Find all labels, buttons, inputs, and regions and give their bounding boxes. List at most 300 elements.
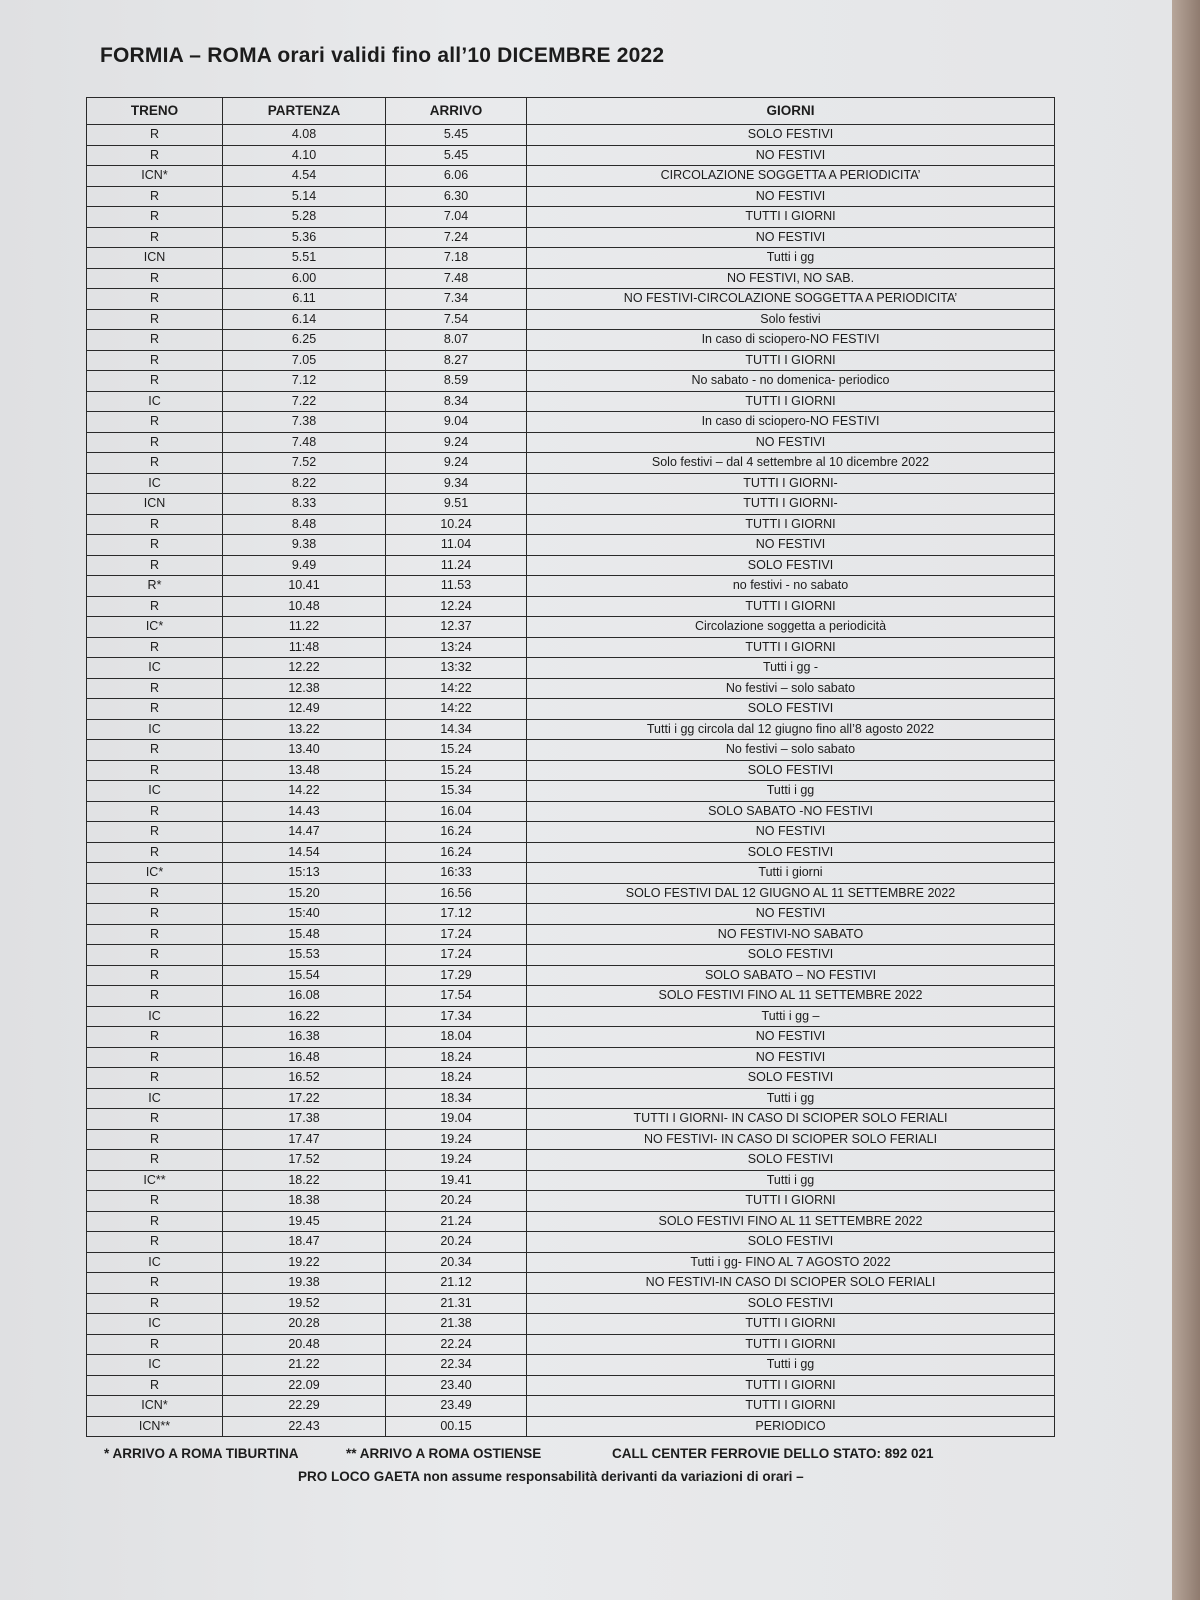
- cell-partenza: 8.22: [223, 473, 386, 494]
- cell-arrivo: 21.24: [386, 1211, 527, 1232]
- cell-arrivo: 16:33: [386, 863, 527, 884]
- cell-treno: R: [87, 432, 223, 453]
- cell-giorni: TUTTI I GIORNI-: [527, 473, 1055, 494]
- cell-partenza: 5.51: [223, 248, 386, 269]
- cell-partenza: 19.22: [223, 1252, 386, 1273]
- cell-arrivo: 23.40: [386, 1375, 527, 1396]
- cell-giorni: NO FESTIVI: [527, 186, 1055, 207]
- cell-arrivo: 20.34: [386, 1252, 527, 1273]
- cell-arrivo: 9.24: [386, 453, 527, 474]
- cell-giorni: SOLO FESTIVI: [527, 842, 1055, 863]
- table-row: [87, 699, 1055, 720]
- footer-notes: [104, 1446, 934, 1461]
- table-row: [87, 658, 1055, 679]
- cell-giorni: Circolazione soggetta a periodicità: [527, 617, 1055, 638]
- cell-partenza: 15.20: [223, 883, 386, 904]
- cell-giorni: NO FESTIVI-NO SABATO: [527, 924, 1055, 945]
- cell-treno: IC*: [87, 617, 223, 638]
- cell-partenza: 14.47: [223, 822, 386, 843]
- cell-giorni: SOLO FESTIVI: [527, 1293, 1055, 1314]
- table-row: [87, 1006, 1055, 1027]
- cell-treno: R: [87, 945, 223, 966]
- table-row: [87, 166, 1055, 187]
- cell-partenza: 16.38: [223, 1027, 386, 1048]
- cell-giorni: SOLO FESTIVI: [527, 699, 1055, 720]
- cell-partenza: 18.47: [223, 1232, 386, 1253]
- cell-arrivo: 20.24: [386, 1191, 527, 1212]
- cell-partenza: 16.08: [223, 986, 386, 1007]
- cell-giorni: No sabato - no domenica- periodico: [527, 371, 1055, 392]
- cell-arrivo: 17.24: [386, 924, 527, 945]
- cell-treno: R: [87, 412, 223, 433]
- cell-giorni: SOLO FESTIVI: [527, 1232, 1055, 1253]
- cell-arrivo: 8.59: [386, 371, 527, 392]
- cell-giorni: Tutti i gg: [527, 1170, 1055, 1191]
- cell-arrivo: 00.15: [386, 1416, 527, 1437]
- cell-arrivo: 9.24: [386, 432, 527, 453]
- table-row: [87, 617, 1055, 638]
- table-row: [87, 1129, 1055, 1150]
- cell-treno: IC: [87, 1314, 223, 1335]
- cell-treno: R: [87, 596, 223, 617]
- cell-partenza: 6.25: [223, 330, 386, 351]
- table-row: [87, 576, 1055, 597]
- cell-giorni: NO FESTIVI: [527, 227, 1055, 248]
- cell-treno: R: [87, 740, 223, 761]
- cell-partenza: 9.49: [223, 555, 386, 576]
- table-row: [87, 945, 1055, 966]
- cell-treno: R: [87, 514, 223, 535]
- cell-treno: R: [87, 1027, 223, 1048]
- cell-arrivo: 17.12: [386, 904, 527, 925]
- cell-treno: ICN: [87, 494, 223, 515]
- cell-partenza: 16.52: [223, 1068, 386, 1089]
- cell-treno: R: [87, 1068, 223, 1089]
- cell-treno: R: [87, 1293, 223, 1314]
- cell-treno: R: [87, 1211, 223, 1232]
- table-row: [87, 1273, 1055, 1294]
- cell-partenza: 16.48: [223, 1047, 386, 1068]
- cell-partenza: 21.22: [223, 1355, 386, 1376]
- table-row: [87, 1150, 1055, 1171]
- cell-partenza: 7.52: [223, 453, 386, 474]
- cell-treno: R: [87, 371, 223, 392]
- cell-giorni: NO FESTIVI: [527, 1047, 1055, 1068]
- table-row: [87, 842, 1055, 863]
- cell-treno: R: [87, 535, 223, 556]
- cell-giorni: PERIODICO: [527, 1416, 1055, 1437]
- cell-arrivo: 19.41: [386, 1170, 527, 1191]
- cell-partenza: 11:48: [223, 637, 386, 658]
- cell-giorni: SOLO SABATO -NO FESTIVI: [527, 801, 1055, 822]
- cell-giorni: Solo festivi – dal 4 settembre al 10 dicembre 2022: [527, 453, 1055, 474]
- table-row: [87, 781, 1055, 802]
- cell-partenza: 6.14: [223, 309, 386, 330]
- cell-giorni: NO FESTIVI: [527, 822, 1055, 843]
- cell-arrivo: 18.04: [386, 1027, 527, 1048]
- cell-giorni: TUTTI I GIORNI-: [527, 494, 1055, 515]
- cell-giorni: In caso di sciopero-NO FESTIVI: [527, 330, 1055, 351]
- cell-arrivo: 13:24: [386, 637, 527, 658]
- table-row: [87, 822, 1055, 843]
- table-row: [87, 494, 1055, 515]
- cell-partenza: 10.48: [223, 596, 386, 617]
- cell-partenza: 15:40: [223, 904, 386, 925]
- cell-treno: IC**: [87, 1170, 223, 1191]
- cell-arrivo: 15.24: [386, 740, 527, 761]
- table-row: [87, 248, 1055, 269]
- cell-treno: R: [87, 842, 223, 863]
- cell-partenza: 5.14: [223, 186, 386, 207]
- cell-giorni: Solo festivi: [527, 309, 1055, 330]
- cell-treno: R: [87, 1047, 223, 1068]
- cell-giorni: SOLO FESTIVI: [527, 1068, 1055, 1089]
- table-row: [87, 1191, 1055, 1212]
- cell-arrivo: 11.24: [386, 555, 527, 576]
- cell-treno: R: [87, 965, 223, 986]
- cell-arrivo: 16.24: [386, 822, 527, 843]
- cell-arrivo: 6.06: [386, 166, 527, 187]
- cell-treno: R: [87, 986, 223, 1007]
- table-row: [87, 186, 1055, 207]
- table-row: [87, 1232, 1055, 1253]
- disclaimer: PRO LOCO GAETA non assume responsabilità derivanti da variazioni di orari –: [298, 1469, 804, 1484]
- cell-treno: R: [87, 145, 223, 166]
- cell-partenza: 15:13: [223, 863, 386, 884]
- cell-partenza: 22.43: [223, 1416, 386, 1437]
- cell-arrivo: 13:32: [386, 658, 527, 679]
- table-row: [87, 1068, 1055, 1089]
- cell-arrivo: 17.34: [386, 1006, 527, 1027]
- cell-partenza: 20.28: [223, 1314, 386, 1335]
- cell-arrivo: 14.34: [386, 719, 527, 740]
- cell-giorni: SOLO FESTIVI: [527, 125, 1055, 146]
- table-row: [87, 371, 1055, 392]
- cell-arrivo: 18.24: [386, 1068, 527, 1089]
- cell-giorni: NO FESTIVI-CIRCOLAZIONE SOGGETTA A PERIODICITA’: [527, 289, 1055, 310]
- note-ostiense: ** ARRIVO A ROMA OSTIENSE: [346, 1446, 542, 1461]
- table-row: [87, 1211, 1055, 1232]
- cell-arrivo: 21.38: [386, 1314, 527, 1335]
- cell-treno: IC: [87, 719, 223, 740]
- cell-partenza: 13.48: [223, 760, 386, 781]
- cell-partenza: 12.22: [223, 658, 386, 679]
- table-row: [87, 350, 1055, 371]
- cell-giorni: SOLO SABATO – NO FESTIVI: [527, 965, 1055, 986]
- cell-treno: IC: [87, 658, 223, 679]
- cell-partenza: 8.48: [223, 514, 386, 535]
- cell-partenza: 15.54: [223, 965, 386, 986]
- table-row: [87, 637, 1055, 658]
- cell-giorni: SOLO FESTIVI FINO AL 11 SETTEMBRE 2022: [527, 1211, 1055, 1232]
- table-row: [87, 330, 1055, 351]
- cell-arrivo: 19.04: [386, 1109, 527, 1130]
- cell-arrivo: 7.54: [386, 309, 527, 330]
- table-row: [87, 986, 1055, 1007]
- cell-giorni: Tutti i gg: [527, 248, 1055, 269]
- cell-partenza: 17.22: [223, 1088, 386, 1109]
- cell-arrivo: 7.24: [386, 227, 527, 248]
- table-row: [87, 391, 1055, 412]
- cell-arrivo: 11.53: [386, 576, 527, 597]
- cell-arrivo: 8.34: [386, 391, 527, 412]
- cell-partenza: 15.53: [223, 945, 386, 966]
- cell-partenza: 7.38: [223, 412, 386, 433]
- cell-partenza: 9.38: [223, 535, 386, 556]
- cell-giorni: TUTTI I GIORNI: [527, 637, 1055, 658]
- cell-treno: R: [87, 637, 223, 658]
- cell-treno: R: [87, 309, 223, 330]
- cell-giorni: no festivi - no sabato: [527, 576, 1055, 597]
- cell-arrivo: 19.24: [386, 1150, 527, 1171]
- cell-arrivo: 16.24: [386, 842, 527, 863]
- cell-arrivo: 14:22: [386, 678, 527, 699]
- cell-partenza: 4.10: [223, 145, 386, 166]
- cell-treno: IC: [87, 473, 223, 494]
- call-center: CALL CENTER FERROVIE DELLO STATO: 892 021: [612, 1446, 934, 1461]
- table-row: [87, 473, 1055, 494]
- cell-partenza: 7.05: [223, 350, 386, 371]
- cell-arrivo: 23.49: [386, 1396, 527, 1417]
- cell-giorni: TUTTI I GIORNI: [527, 350, 1055, 371]
- cell-arrivo: 7.34: [386, 289, 527, 310]
- cell-arrivo: 12.37: [386, 617, 527, 638]
- cell-giorni: SOLO FESTIVI DAL 12 GIUGNO AL 11 SETTEMBRE 2022: [527, 883, 1055, 904]
- cell-arrivo: 18.34: [386, 1088, 527, 1109]
- table-row: [87, 1027, 1055, 1048]
- table-row: [87, 309, 1055, 330]
- cell-giorni: SOLO FESTIVI: [527, 760, 1055, 781]
- cell-arrivo: 9.51: [386, 494, 527, 515]
- cell-treno: R: [87, 1150, 223, 1171]
- cell-arrivo: 5.45: [386, 125, 527, 146]
- table-row: [87, 1252, 1055, 1273]
- cell-treno: R: [87, 330, 223, 351]
- cell-arrivo: 7.18: [386, 248, 527, 269]
- cell-giorni: No festivi – solo sabato: [527, 678, 1055, 699]
- table-row: [87, 1334, 1055, 1355]
- cell-giorni: TUTTI I GIORNI: [527, 596, 1055, 617]
- cell-partenza: 17.47: [223, 1129, 386, 1150]
- cell-arrivo: 19.24: [386, 1129, 527, 1150]
- cell-partenza: 10.41: [223, 576, 386, 597]
- table-row: [87, 965, 1055, 986]
- cell-giorni: Tutti i gg circola dal 12 giugno fino all’8 agosto 2022: [527, 719, 1055, 740]
- cell-partenza: 12.49: [223, 699, 386, 720]
- cell-arrivo: 15.34: [386, 781, 527, 802]
- table-row: [87, 207, 1055, 228]
- cell-treno: R: [87, 1273, 223, 1294]
- cell-partenza: 7.48: [223, 432, 386, 453]
- cell-partenza: 17.52: [223, 1150, 386, 1171]
- cell-treno: R: [87, 760, 223, 781]
- cell-treno: R: [87, 801, 223, 822]
- cell-partenza: 19.52: [223, 1293, 386, 1314]
- cell-giorni: NO FESTIVI- IN CASO DI SCIOPER SOLO FERIALI: [527, 1129, 1055, 1150]
- cell-treno: ICN**: [87, 1416, 223, 1437]
- table-row: [87, 227, 1055, 248]
- cell-treno: IC: [87, 1355, 223, 1376]
- table-row: [87, 1416, 1055, 1437]
- cell-giorni: TUTTI I GIORNI: [527, 207, 1055, 228]
- cell-partenza: 15.48: [223, 924, 386, 945]
- cell-treno: R: [87, 186, 223, 207]
- header-row: [87, 98, 1055, 125]
- cell-treno: R*: [87, 576, 223, 597]
- cell-partenza: 19.38: [223, 1273, 386, 1294]
- cell-arrivo: 5.45: [386, 145, 527, 166]
- cell-treno: R: [87, 350, 223, 371]
- cell-partenza: 4.08: [223, 125, 386, 146]
- table-row: [87, 1293, 1055, 1314]
- table-row: [87, 514, 1055, 535]
- cell-giorni: SOLO FESTIVI: [527, 555, 1055, 576]
- table-row: [87, 125, 1055, 146]
- cell-treno: IC: [87, 1088, 223, 1109]
- cell-treno: ICN*: [87, 166, 223, 187]
- cell-giorni: NO FESTIVI: [527, 904, 1055, 925]
- cell-partenza: 20.48: [223, 1334, 386, 1355]
- cell-arrivo: 22.24: [386, 1334, 527, 1355]
- cell-partenza: 11.22: [223, 617, 386, 638]
- cell-giorni: TUTTI I GIORNI: [527, 1396, 1055, 1417]
- table-row: [87, 1355, 1055, 1376]
- cell-partenza: 18.22: [223, 1170, 386, 1191]
- cell-treno: R: [87, 678, 223, 699]
- cell-partenza: 4.54: [223, 166, 386, 187]
- table-row: [87, 1396, 1055, 1417]
- cell-partenza: 6.11: [223, 289, 386, 310]
- cell-giorni: TUTTI I GIORNI: [527, 1191, 1055, 1212]
- cell-giorni: TUTTI I GIORNI: [527, 391, 1055, 412]
- cell-arrivo: 21.12: [386, 1273, 527, 1294]
- cell-treno: R: [87, 555, 223, 576]
- cell-treno: R: [87, 227, 223, 248]
- cell-treno: IC: [87, 391, 223, 412]
- cell-giorni: Tutti i giorni: [527, 863, 1055, 884]
- cell-arrivo: 21.31: [386, 1293, 527, 1314]
- cell-giorni: NO FESTIVI: [527, 1027, 1055, 1048]
- note-tiburtina: * ARRIVO A ROMA TIBURTINA: [104, 1446, 299, 1461]
- cell-treno: R: [87, 924, 223, 945]
- cell-giorni: SOLO FESTIVI: [527, 945, 1055, 966]
- cell-arrivo: 15.24: [386, 760, 527, 781]
- cell-partenza: 18.38: [223, 1191, 386, 1212]
- cell-treno: R: [87, 453, 223, 474]
- cell-arrivo: 9.04: [386, 412, 527, 433]
- table-row: [87, 801, 1055, 822]
- cell-giorni: NO FESTIVI: [527, 535, 1055, 556]
- cell-partenza: 7.22: [223, 391, 386, 412]
- cell-arrivo: 6.30: [386, 186, 527, 207]
- table-row: [87, 1314, 1055, 1335]
- cell-arrivo: 8.27: [386, 350, 527, 371]
- cell-arrivo: 7.48: [386, 268, 527, 289]
- cell-giorni: TUTTI I GIORNI- IN CASO DI SCIOPER SOLO FERIALI: [527, 1109, 1055, 1130]
- cell-treno: R: [87, 904, 223, 925]
- table-row: [87, 555, 1055, 576]
- table-row: [87, 432, 1055, 453]
- cell-treno: R: [87, 699, 223, 720]
- cell-partenza: 14.43: [223, 801, 386, 822]
- cell-partenza: 12.38: [223, 678, 386, 699]
- cell-arrivo: 17.54: [386, 986, 527, 1007]
- cell-partenza: 5.36: [223, 227, 386, 248]
- cell-giorni: NO FESTIVI-IN CASO DI SCIOPER SOLO FERIALI: [527, 1273, 1055, 1294]
- table-row: [87, 904, 1055, 925]
- cell-giorni: Tutti i gg -: [527, 658, 1055, 679]
- cell-treno: R: [87, 822, 223, 843]
- table-row: [87, 268, 1055, 289]
- table-row: [87, 678, 1055, 699]
- cell-partenza: 22.29: [223, 1396, 386, 1417]
- cell-treno: R: [87, 289, 223, 310]
- cell-arrivo: 10.24: [386, 514, 527, 535]
- cell-treno: IC: [87, 1006, 223, 1027]
- cell-arrivo: 22.34: [386, 1355, 527, 1376]
- desk-surface: [1172, 0, 1200, 1600]
- cell-giorni: CIRCOLAZIONE SOGGETTA A PERIODICITA’: [527, 166, 1055, 187]
- cell-partenza: 13.22: [223, 719, 386, 740]
- table-row: [87, 740, 1055, 761]
- cell-giorni: Tutti i gg: [527, 781, 1055, 802]
- cell-giorni: NO FESTIVI: [527, 432, 1055, 453]
- cell-treno: R: [87, 1375, 223, 1396]
- cell-partenza: 13.40: [223, 740, 386, 761]
- cell-treno: IC*: [87, 863, 223, 884]
- cell-giorni: TUTTI I GIORNI: [527, 1314, 1055, 1335]
- cell-arrivo: 7.04: [386, 207, 527, 228]
- timetable-body: [87, 125, 1055, 1437]
- cell-arrivo: 17.24: [386, 945, 527, 966]
- col-header-giorni: GIORNI: [527, 98, 1055, 125]
- cell-giorni: SOLO FESTIVI FINO AL 11 SETTEMBRE 2022: [527, 986, 1055, 1007]
- table-row: [87, 719, 1055, 740]
- cell-partenza: 8.33: [223, 494, 386, 515]
- cell-arrivo: 20.24: [386, 1232, 527, 1253]
- cell-giorni: Tutti i gg –: [527, 1006, 1055, 1027]
- cell-giorni: TUTTI I GIORNI: [527, 1334, 1055, 1355]
- cell-treno: R: [87, 1232, 223, 1253]
- cell-partenza: 14.22: [223, 781, 386, 802]
- table-row: [87, 1047, 1055, 1068]
- cell-treno: R: [87, 268, 223, 289]
- cell-treno: ICN: [87, 248, 223, 269]
- table-row: [87, 1109, 1055, 1130]
- cell-giorni: TUTTI I GIORNI: [527, 514, 1055, 535]
- table-row: [87, 412, 1055, 433]
- table-row: [87, 1170, 1055, 1191]
- cell-treno: R: [87, 207, 223, 228]
- cell-partenza: 19.45: [223, 1211, 386, 1232]
- table-row: [87, 924, 1055, 945]
- cell-giorni: NO FESTIVI, NO SAB.: [527, 268, 1055, 289]
- cell-treno: IC: [87, 1252, 223, 1273]
- cell-giorni: NO FESTIVI: [527, 145, 1055, 166]
- cell-arrivo: 16.56: [386, 883, 527, 904]
- cell-partenza: 16.22: [223, 1006, 386, 1027]
- table-row: [87, 760, 1055, 781]
- cell-arrivo: 9.34: [386, 473, 527, 494]
- col-header-arrivo: ARRIVO: [386, 98, 527, 125]
- cell-treno: R: [87, 883, 223, 904]
- cell-giorni: No festivi – solo sabato: [527, 740, 1055, 761]
- cell-partenza: 22.09: [223, 1375, 386, 1396]
- table-row: [87, 289, 1055, 310]
- cell-giorni: TUTTI I GIORNI: [527, 1375, 1055, 1396]
- cell-arrivo: 8.07: [386, 330, 527, 351]
- table-row: [87, 453, 1055, 474]
